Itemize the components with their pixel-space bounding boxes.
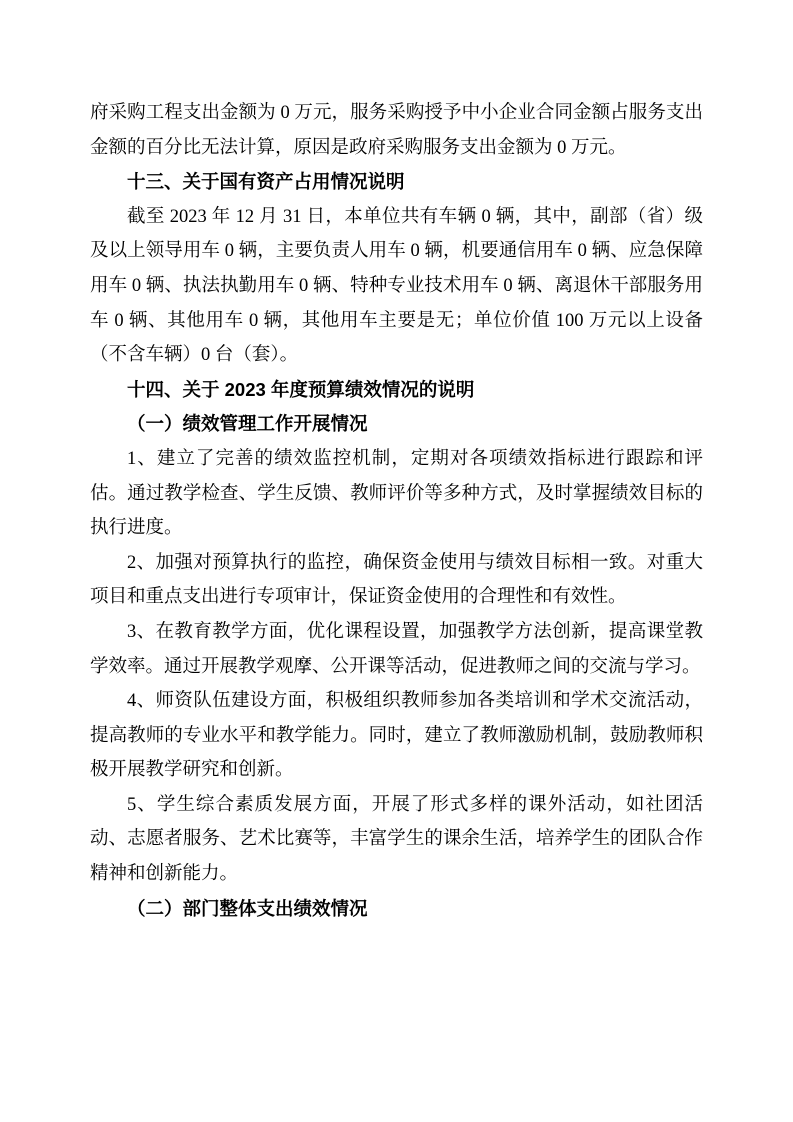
paragraph-item-5: 5、学生综合素质发展方面，开展了形式多样的课外活动，如社团活动、志愿者服务、艺术比赛等，丰富学生的课余生活，培养学生的团队合作精神和创新能力。 <box>90 794 703 885</box>
paragraph-item-4: 4、师资队伍建设方面，积极组织教师参加各类培训和学术交流活动，提高教师的专业水平和教学能力。同时，建立了教师激励机制，鼓励教师积极开展教学研究和创新。 <box>90 691 703 781</box>
section-heading-14: 十四、关于 2023 年度预算绩效情况的说明 <box>127 378 475 400</box>
subsection-heading-1: （一）绩效管理工作开展情况 <box>127 413 368 435</box>
paragraph-item-2: 2、加强对预算执行的监控，确保资金使用与绩效目标相一致。对重大项目和重点支出进行专项审计，保证资金使用的合理性和有效性。 <box>90 552 703 608</box>
subsection-heading-2: （二）部门整体支出绩效情况 <box>127 897 368 919</box>
paragraph-item-1: 1、建立了完善的绩效监控机制，定期对各项绩效指标进行跟踪和评估。通过教学检查、学生反馈、教师评价等多种方式，及时掌握绩效目标的执行进度。 <box>90 448 703 539</box>
paragraph-item-3: 3、在教育教学方面，优化课程设置，加强教学方法创新，提高课堂教学效率。通过开展教学观摩、公开课等活动，促进教师之间的交流与学习。 <box>90 621 703 677</box>
paragraph-assets: 截至 2023 年 12 月 31 日，本单位共有车辆 0 辆，其中，副部（省）级及以上领导用车 0 辆，主要负责人用车 0 辆，机要通信用车 0 辆、应急保障用车 0 辆、执法执勤用车 0 辆、特种专业技术用车 0 辆、离退休干部服务用车 0 辆、其他用车 0 辆，其他用车主要是无；单位价值 100 万元以上设备（不含车辆）0 台（套）。 <box>90 206 703 366</box>
section-heading-13: 十三、关于国有资产占用情况说明 <box>127 171 405 193</box>
paragraph-continuation: 府采购工程支出金额为 0 万元，服务采购授予中小企业合同金额占服务支出金额的百分比无法计算，原因是政府采购服务支出金额为 0 万元。 <box>90 103 703 158</box>
